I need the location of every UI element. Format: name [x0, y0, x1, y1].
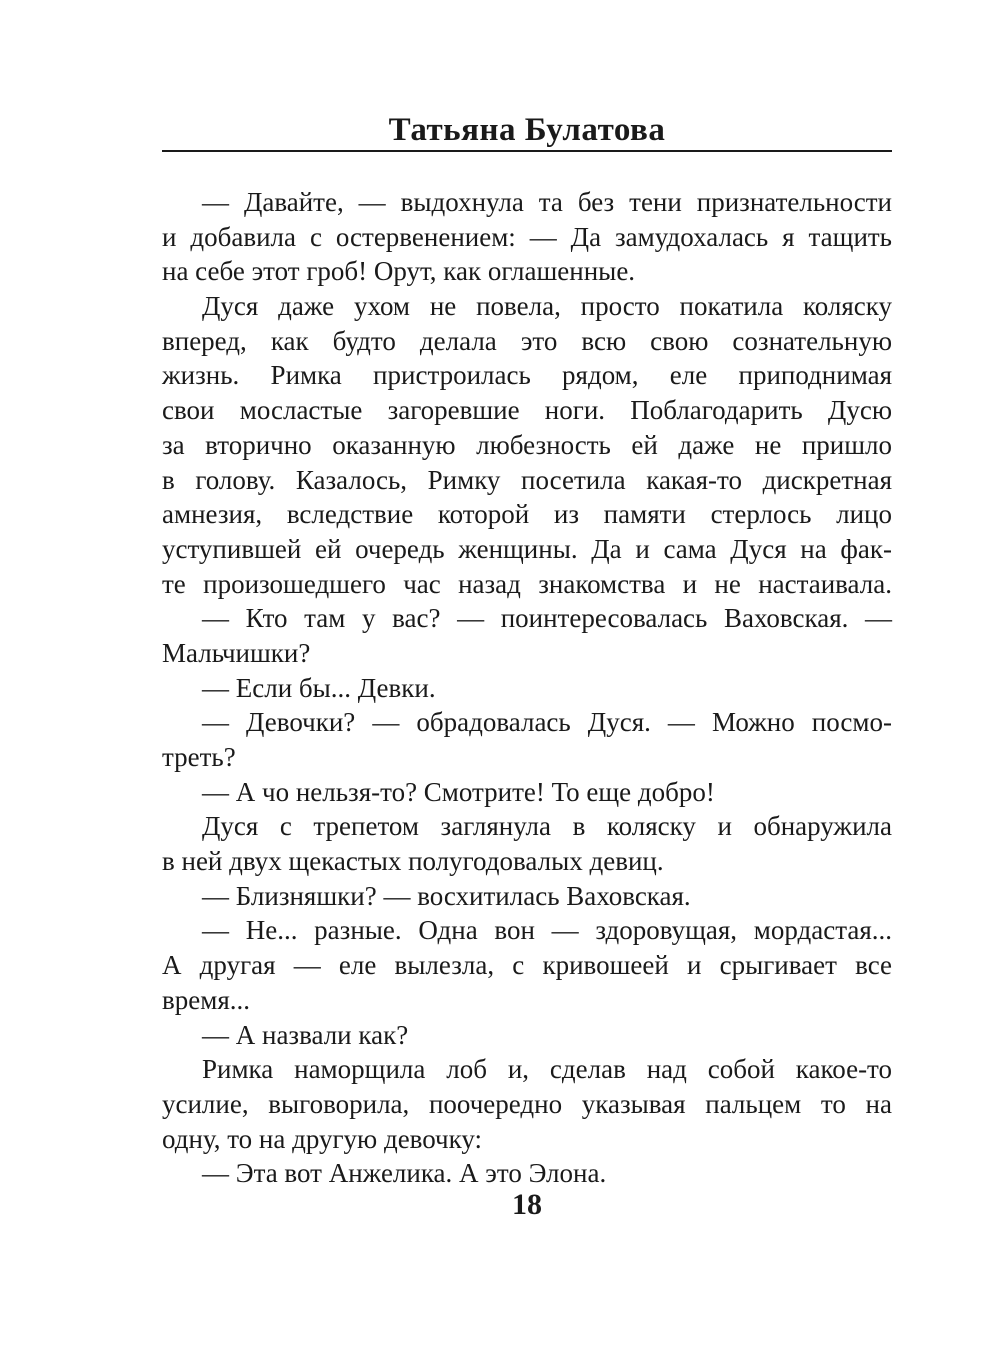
running-header-title: Татьяна Булатова — [388, 112, 666, 148]
text-line: — Девочки? — обрадовалась Дуся. — Можно посмо- — [202, 707, 892, 738]
text-line: амнезия, вследствие которой из памяти стерлось лицо — [162, 499, 892, 530]
text-line: и добавила с остервенением: — Да замудохалась я тащить — [162, 221, 892, 252]
text-line: уступившей ей очередь женщины. Да и сама Дуся на фак- — [162, 533, 892, 564]
text-line: Римка наморщила лоб и, сделав над собой какое-то — [202, 1054, 892, 1085]
text-line: в ней двух щекастых полугодовалых девиц. — [162, 846, 664, 877]
text-line: свои мосластые загоревшие ноги. Поблагодарить Дусю — [162, 395, 892, 426]
text-line: Дуся с трепетом заглянула в коляску и обнаружила — [202, 811, 892, 842]
text-line: — Эта вот Анжелика. А это Элона. — [202, 1158, 607, 1189]
text-line: Дуся даже ухом не повела, просто покатила коляску — [202, 291, 892, 322]
text-line: — А назвали как? — [202, 1019, 409, 1050]
text-line: на себе этот гроб! Орут, как оглашенные. — [162, 256, 636, 287]
page-number: 18 — [512, 1188, 542, 1221]
text-line: жизнь. Римка пристроилась рядом, еле приподнимая — [162, 360, 892, 391]
text-line: одну, то на другую девочку: — [162, 1123, 483, 1154]
text-line: — Близняшки? — восхитилась Ваховская. — [202, 880, 691, 911]
text-line: Мальчишки? — [162, 637, 311, 668]
text-line: А другая — еле вылезла, с кривошеей и срыгивает все — [162, 950, 892, 981]
header-rule — [162, 150, 892, 152]
body-text — [162, 185, 892, 1191]
text-line: — Кто там у вас? — поинтересовалась Ваховская. — — [202, 603, 892, 634]
text-line: — Давайте, — выдохнула та без тени признательности — [202, 187, 892, 217]
text-line: те произошедшего час назад знакомства и не настаивала. — [162, 568, 892, 599]
text-line: усилие, выговорила, поочередно указывая пальцем то на — [162, 1088, 892, 1119]
text-line: — Не... разные. Одна вон — здоровущая, мордастая... — [202, 915, 892, 946]
text-line: треть? — [162, 742, 236, 772]
text-line: в голову. Казалось, Римку посетила какая-то дискретная — [162, 464, 892, 495]
text-line: — Если бы... Девки. — [202, 672, 436, 703]
text-line: — А чо нельзя-то? Смотрите! То еще добро! — [202, 776, 715, 807]
text-line: время... — [162, 984, 250, 1015]
text-line: за вторично оказанную любезность ей даже не пришло — [162, 429, 892, 460]
text-line: вперед, как будто делала это всю свою сознательную — [162, 325, 892, 356]
